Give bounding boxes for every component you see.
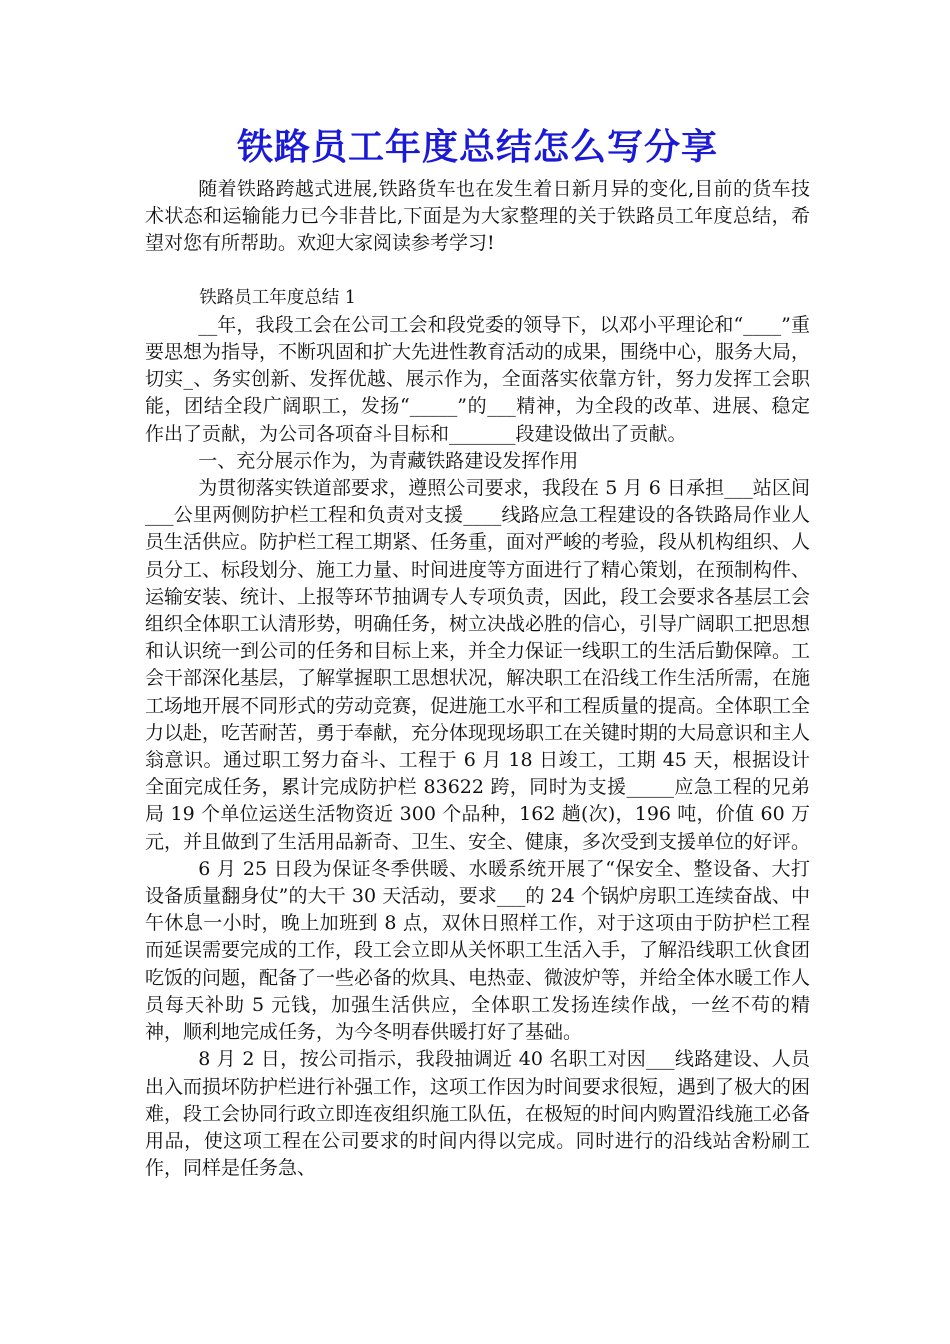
- section-heading: 铁路员工年度总结 1: [199, 287, 356, 308]
- intro-paragraph: 随着铁路跨越式进展,铁路货车也在发生着日新月异的变化,目前的货车技术状态和运输能力已今非昔比,下面是为大家整理的关于铁路员工年度总结，希望对您有所帮助。欢迎大家阅读参考学习!: [145, 178, 810, 255]
- body-paragraph: 8 月 2 日，按公司指示，我段抽调近 40 名职工对因___线路建设、人员出入而损坏防护栏进行补强工作，这项工作因为时间要求很短，遇到了极大的困难，段工会协同行政立即连夜组织施工队伍，在极短的时间内购置沿线施工必备用品，使这项工程在公司要求的时间内得以完成。同时进行的沿线站舍粉刷工作，同样是任务急、: [145, 1048, 811, 1180]
- subsection-heading: 一、充分展示作为，为青藏铁路建设发挥作用: [198, 449, 579, 472]
- body-paragraph: 为贯彻落实铁道部要求，遵照公司要求，我段在 5 月 6 日承担___站区间___公里两侧防护栏工程和负责对支援____线路应急工程建设的各铁路局作业人员生活供应。防护栏工程工期紧、任务重，面对严峻的考验，段从机构组织、人员分工、标段划分、施工力量、时间进度等方面进行了精心策划，在预制构件、运输安装、统计、上报等环节抽调专人专项负责，因此，段工会要求各基层工会组织全体职工认清形势，明确任务，树立决战必胜的信心，引导广阔职工把思想和认识统一到公司的任务和目标上来，并全力保证一线职工的生活后勤保障。工会干部深化基层，了解掌握职工思想状况，解决职工在沿线工作生活所需，在施工场地开展不同形式的劳动竞赛，促进施工水平和工程质量的提高。全体职工全力以赴，吃苦耐苦，勇于奉献，充分体现现场职工在关键时期的大局意识和主人翁意识。通过职工努力奋斗、工程于 6 月 18 日竣工，工期 45 天，根据设计全面完成任务，累计完成防护栏 83622 跨，同时为支援_____应急工程的兄弟局 19 个单位运送生活物资近 300 个品种，162 趟(次)，196 吨，价值 60 万元，并且做到了生活用品新奇、卫生、安全、健康，多次受到支援单位的好评。: [145, 477, 811, 853]
- body-paragraph: 6 月 25 日段为保证冬季供暖、水暖系统开展了“保安全、整设备、大打设备质量翻身仗”的大干 30 天活动，要求___的 24 个锅炉房职工连续奋战、中午休息一小时，晚上加班到 8 点，双休日照样工作，对于这项由于防护栏工程而延误需要完成的工作，段工会立即从关怀职工生活入手，了解沿线职工伙食团吃饭的问题，配备了一些必备的炊具、电热壶、微波炉等，并给全体水暖工作人员每天补助 5 元钱，加强生活供应，全体职工发扬连续作战，一丝不苟的精神，顺利地完成任务，为今冬明春供暖打好了基础。: [145, 857, 811, 1044]
- blank-line: [145, 258, 810, 285]
- document-page: [145, 120, 810, 1182]
- body-paragraph: __年，我段工会在公司工会和段党委的领导下，以邓小平理论和“____”重要思想为指导，不断巩固和扩大先进性教育活动的成果，围绕中心，服务大局，切实_、务实创新、发挥优越、展示作为，全面落实依靠方针，努力发挥工会职能，团结全段广阔职工，发扬“_____”的___精神，为全段的改革、进展、稳定作出了贡献，为公司各项奋斗目标和_______段建设做出了贡献。: [145, 313, 811, 445]
- document-title: 铁路员工年度总结怎么写分享: [236, 127, 718, 168]
